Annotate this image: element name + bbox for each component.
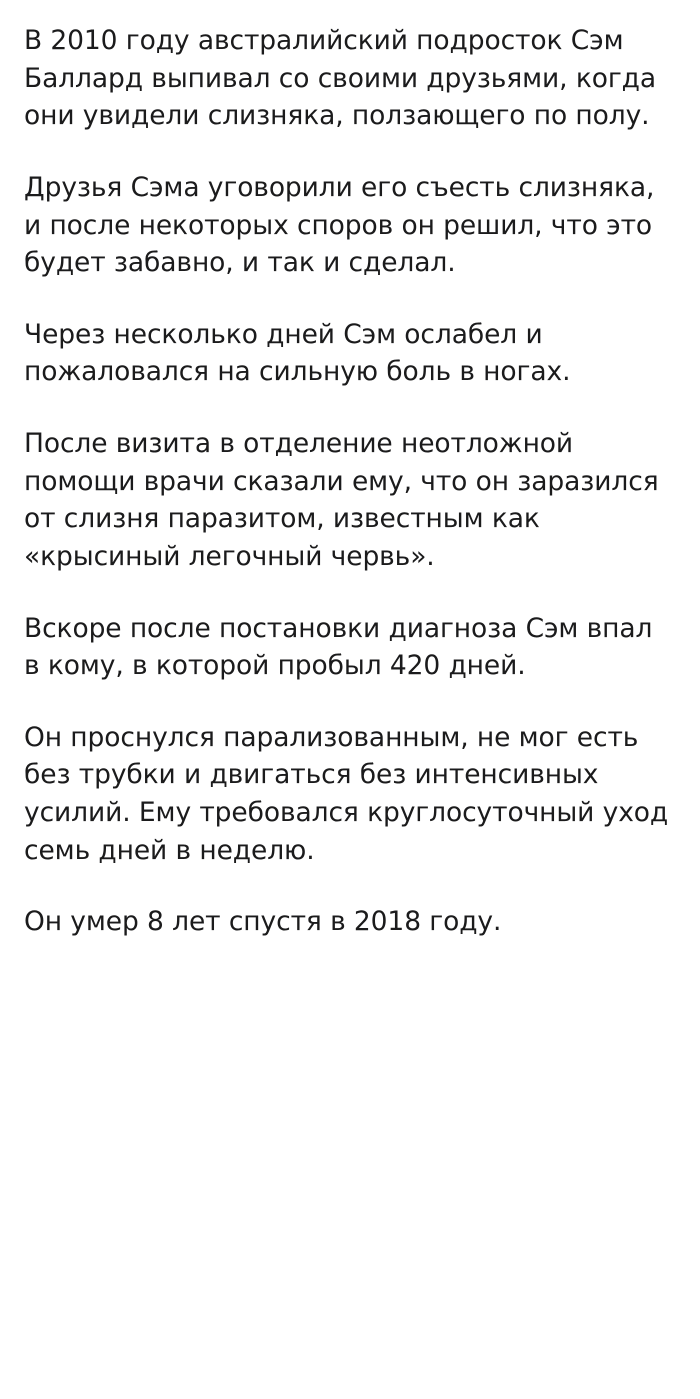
paragraph: Друзья Сэма уговорили его съесть слизняка, и после некоторых споров он решил, что это будет забавно, и так и сделал. (24, 171, 655, 279)
paragraph: Он умер 8 лет спустя в 2018 году. (24, 906, 502, 938)
paragraph: Через несколько дней Сэм ослабел и пожаловался на сильную боль в ногах. (24, 318, 571, 388)
paragraph: В 2010 году австралийский подросток Сэм Баллард выпивал со своими друзьями, когда они увидели слизняка, ползающего по полу. (24, 25, 657, 132)
article-body (24, 22, 676, 941)
paragraph: После визита в отделение неотложной помощи врачи сказали ему, что он заразился от слизня паразитом, известным как «крысиный легочный червь». (24, 428, 659, 572)
paragraph: Он проснулся парализованным, не мог есть без трубки и двигаться без интенсивных усилий. Ему требовался круглосуточный уход семь дней в неделю. (24, 721, 669, 866)
paragraph: Вскоре после постановки диагноза Сэм впал в кому, в которой пробыл 420 дней. (24, 612, 653, 682)
